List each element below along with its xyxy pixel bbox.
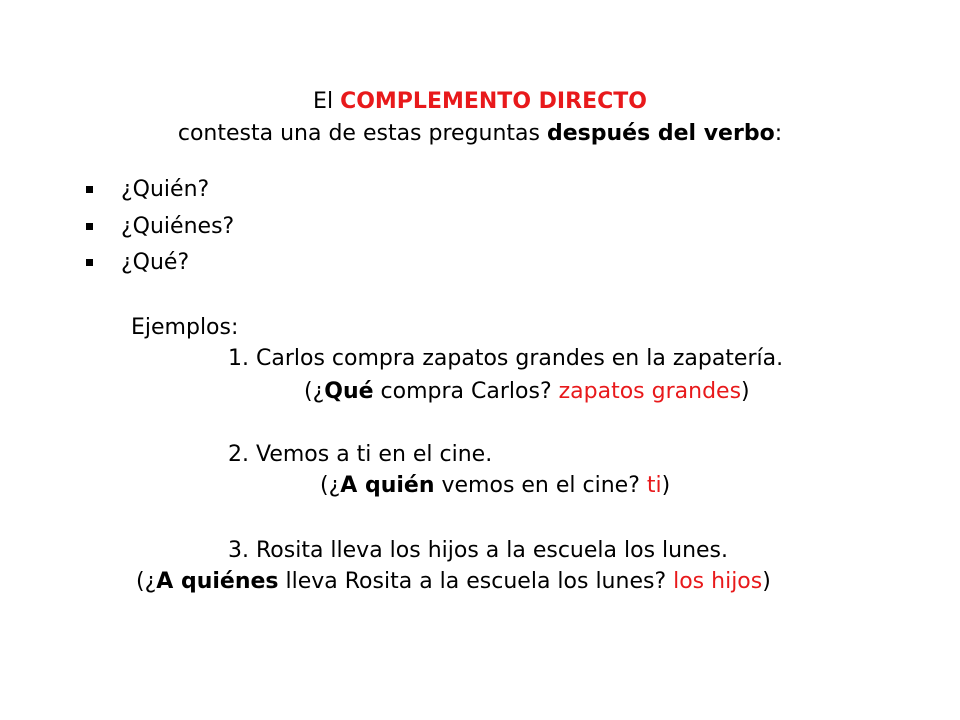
question-rest: compra Carlos? bbox=[373, 379, 559, 404]
title-highlight: COMPLEMENTO DIRECTO bbox=[340, 89, 647, 114]
question-open: (¿ bbox=[136, 569, 157, 594]
example-question bbox=[304, 379, 750, 405]
answer-text: los hijos bbox=[673, 569, 763, 594]
answer-text: zapatos grandes bbox=[558, 379, 742, 404]
question-item: ¿Qué? bbox=[121, 250, 190, 275]
subtitle-text: contesta una de estas preguntas bbox=[177, 121, 547, 146]
example-sentence: 2. Vemos a ti en el cine. bbox=[228, 442, 493, 467]
question-rest: lleva Rosita a la escuela los lunes? bbox=[278, 569, 674, 594]
question-open: (¿ bbox=[320, 473, 341, 498]
subtitle-bold: después del verbo bbox=[547, 121, 775, 146]
square-bullet-icon bbox=[86, 259, 93, 266]
answer-text: ti bbox=[646, 473, 662, 498]
question-close: ) bbox=[661, 473, 671, 498]
example-question bbox=[320, 473, 670, 499]
question-item: ¿Quiénes? bbox=[121, 214, 235, 239]
question-word: A quiénes bbox=[156, 569, 279, 594]
square-bullet-icon bbox=[86, 223, 93, 230]
square-bullet-icon bbox=[86, 186, 93, 193]
page-subtitle bbox=[0, 121, 960, 147]
question-word: Qué bbox=[324, 379, 374, 404]
question-close: ) bbox=[741, 379, 750, 404]
example-question bbox=[136, 569, 771, 595]
question-word: A quién bbox=[340, 473, 435, 498]
question-open: (¿ bbox=[304, 379, 325, 404]
question-close: ) bbox=[762, 569, 771, 594]
question-item: ¿Quién? bbox=[121, 177, 210, 202]
question-rest: vemos en el cine? bbox=[434, 473, 647, 498]
examples-label: Ejemplos: bbox=[131, 315, 239, 340]
title-prefix: El bbox=[313, 89, 341, 114]
example-sentence: 1. Carlos compra zapatos grandes en la zapatería. bbox=[228, 346, 784, 371]
subtitle-colon: : bbox=[774, 121, 783, 146]
example-sentence: 3. Rosita lleva los hijos a la escuela los lunes. bbox=[228, 538, 729, 563]
page-title bbox=[0, 89, 960, 115]
